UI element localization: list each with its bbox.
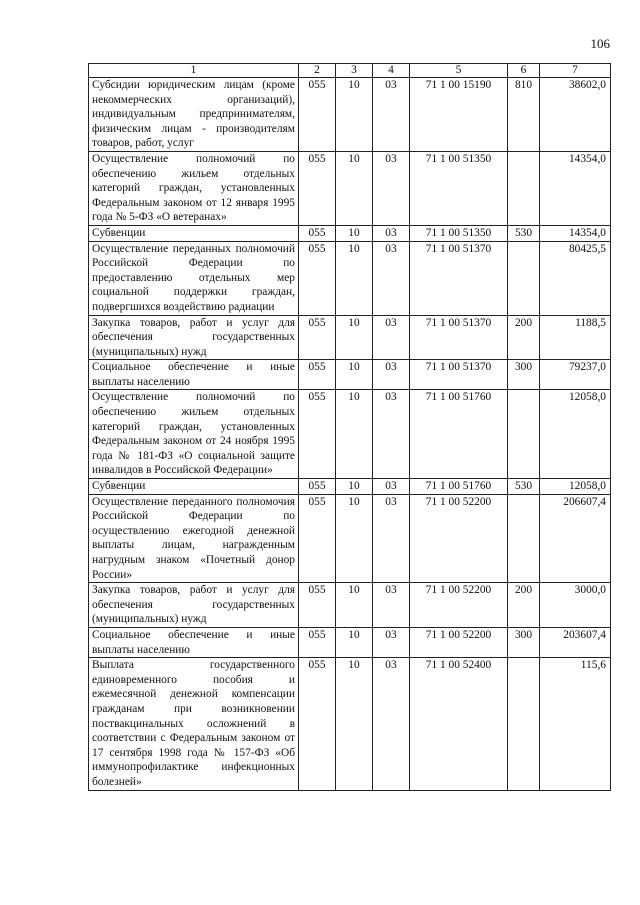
- table-row: [89, 78, 611, 152]
- amount-cell: 79237,0: [540, 360, 611, 390]
- target-item-code-cell: 71 1 00 51760: [410, 479, 508, 495]
- amount-cell: 38602,0: [540, 78, 611, 152]
- page-number: 106: [590, 36, 610, 51]
- expense-type-code-cell: 810: [508, 78, 540, 152]
- table-row: [89, 151, 611, 225]
- grbs-code-cell: 055: [299, 360, 336, 390]
- budget-table: [88, 63, 611, 791]
- row-name-cell: Осуществление полномочий по обеспечению жильем отдельных категорий граждан, установленных Федеральным законом от 12 января 1995 года № 5-ФЗ «О ветеранах»: [89, 151, 299, 225]
- table-row: [89, 583, 611, 628]
- section-code-cell: 10: [336, 78, 373, 152]
- table-row: [89, 479, 611, 495]
- section-code-cell: 10: [336, 360, 373, 390]
- amount-cell: 206607,4: [540, 494, 611, 583]
- table-row: [89, 315, 611, 360]
- expense-type-code-cell: [508, 390, 540, 479]
- section-code-cell: 10: [336, 225, 373, 241]
- subsection-code-cell: 03: [373, 315, 410, 360]
- amount-cell: 12058,0: [540, 479, 611, 495]
- header-cell: 1: [89, 64, 299, 78]
- subsection-code-cell: 03: [373, 78, 410, 152]
- subsection-code-cell: 03: [373, 360, 410, 390]
- table-body: [89, 78, 611, 791]
- target-item-code-cell: 71 1 00 51760: [410, 390, 508, 479]
- header-cell: 2: [299, 64, 336, 78]
- row-name-cell: Закупка товаров, работ и услуг для обеспечения государственных (муниципальных) нужд: [89, 315, 299, 360]
- table-row: [89, 225, 611, 241]
- subsection-code-cell: 03: [373, 241, 410, 315]
- target-item-code-cell: 71 1 00 51370: [410, 241, 508, 315]
- amount-cell: 3000,0: [540, 583, 611, 628]
- expense-type-code-cell: [508, 151, 540, 225]
- grbs-code-cell: 055: [299, 315, 336, 360]
- header-cell: 5: [410, 64, 508, 78]
- expense-type-code-cell: 300: [508, 627, 540, 657]
- section-code-cell: 10: [336, 658, 373, 790]
- grbs-code-cell: 055: [299, 151, 336, 225]
- section-code-cell: 10: [336, 151, 373, 225]
- amount-cell: 14354,0: [540, 225, 611, 241]
- row-name-cell: Закупка товаров, работ и услуг для обеспечения государственных (муниципальных) нужд: [89, 583, 299, 628]
- grbs-code-cell: 055: [299, 225, 336, 241]
- amount-cell: 115,6: [540, 658, 611, 790]
- target-item-code-cell: 71 1 00 51350: [410, 151, 508, 225]
- amount-cell: 1188,5: [540, 315, 611, 360]
- expense-type-code-cell: 530: [508, 479, 540, 495]
- table-row: [89, 390, 611, 479]
- header-cell: 6: [508, 64, 540, 78]
- table-row: [89, 360, 611, 390]
- target-item-code-cell: 71 1 00 51370: [410, 315, 508, 360]
- expense-type-code-cell: 300: [508, 360, 540, 390]
- target-item-code-cell: 71 1 00 51350: [410, 225, 508, 241]
- amount-cell: 203607,4: [540, 627, 611, 657]
- expense-type-code-cell: [508, 658, 540, 790]
- section-code-cell: 10: [336, 390, 373, 479]
- expense-type-code-cell: [508, 494, 540, 583]
- section-code-cell: 10: [336, 627, 373, 657]
- table-row: [89, 627, 611, 657]
- row-name-cell: Субсидии юридическим лицам (кроме некоммерческих организаций), индивидуальным предпринимателям, физическим лицам - производителям товаров, работ, услуг: [89, 78, 299, 152]
- section-code-cell: 10: [336, 315, 373, 360]
- grbs-code-cell: 055: [299, 241, 336, 315]
- row-name-cell: Осуществление переданного полномочия Российской Федерации по осуществлению ежегодной денежной выплаты лицам, награжденным нагрудным знаком «Почетный донор России»: [89, 494, 299, 583]
- expense-type-code-cell: 200: [508, 315, 540, 360]
- expense-type-code-cell: [508, 241, 540, 315]
- expense-type-code-cell: 530: [508, 225, 540, 241]
- table-header-row: [89, 64, 611, 78]
- section-code-cell: 10: [336, 479, 373, 495]
- grbs-code-cell: 055: [299, 78, 336, 152]
- amount-cell: 14354,0: [540, 151, 611, 225]
- header-cell: 7: [540, 64, 611, 78]
- section-code-cell: 10: [336, 241, 373, 315]
- table-row: [89, 494, 611, 583]
- grbs-code-cell: 055: [299, 479, 336, 495]
- section-code-cell: 10: [336, 583, 373, 628]
- subsection-code-cell: 03: [373, 658, 410, 790]
- row-name-cell: Социальное обеспечение и иные выплаты населению: [89, 360, 299, 390]
- subsection-code-cell: 03: [373, 494, 410, 583]
- subsection-code-cell: 03: [373, 390, 410, 479]
- grbs-code-cell: 055: [299, 390, 336, 479]
- subsection-code-cell: 03: [373, 225, 410, 241]
- subsection-code-cell: 03: [373, 627, 410, 657]
- subsection-code-cell: 03: [373, 583, 410, 628]
- row-name-cell: Осуществление переданных полномочий Российской Федерации по предоставлению отдельных мер социальной поддержки граждан, подвергшихся воздействию радиации: [89, 241, 299, 315]
- amount-cell: 12058,0: [540, 390, 611, 479]
- grbs-code-cell: 055: [299, 494, 336, 583]
- header-cell: 4: [373, 64, 410, 78]
- header-cell: 3: [336, 64, 373, 78]
- row-name-cell: Субвенции: [89, 225, 299, 241]
- row-name-cell: Осуществление полномочий по обеспечению жильем отдельных категорий граждан, установленных Федеральным законом от 24 ноября 1995 года № 181-ФЗ «О социальной защите инвалидов в Российской Федерации»: [89, 390, 299, 479]
- subsection-code-cell: 03: [373, 151, 410, 225]
- target-item-code-cell: 71 1 00 52400: [410, 658, 508, 790]
- row-name-cell: Выплата государственного единовременного пособия и ежемесячной денежной компенсации гражданам при возникновении поствакцинальных осложнений в соответствии с Федеральным законом от 17 сентября 1998 года № 157-ФЗ «Об иммунопрофилактике инфекционных болезней»: [89, 658, 299, 790]
- section-code-cell: 10: [336, 494, 373, 583]
- grbs-code-cell: 055: [299, 658, 336, 790]
- subsection-code-cell: 03: [373, 479, 410, 495]
- table-row: [89, 658, 611, 790]
- table-row: [89, 241, 611, 315]
- target-item-code-cell: 71 1 00 52200: [410, 583, 508, 628]
- grbs-code-cell: 055: [299, 627, 336, 657]
- row-name-cell: Социальное обеспечение и иные выплаты населению: [89, 627, 299, 657]
- target-item-code-cell: 71 1 00 52200: [410, 627, 508, 657]
- target-item-code-cell: 71 1 00 15190: [410, 78, 508, 152]
- amount-cell: 80425,5: [540, 241, 611, 315]
- grbs-code-cell: 055: [299, 583, 336, 628]
- row-name-cell: Субвенции: [89, 479, 299, 495]
- expense-type-code-cell: 200: [508, 583, 540, 628]
- target-item-code-cell: 71 1 00 52200: [410, 494, 508, 583]
- target-item-code-cell: 71 1 00 51370: [410, 360, 508, 390]
